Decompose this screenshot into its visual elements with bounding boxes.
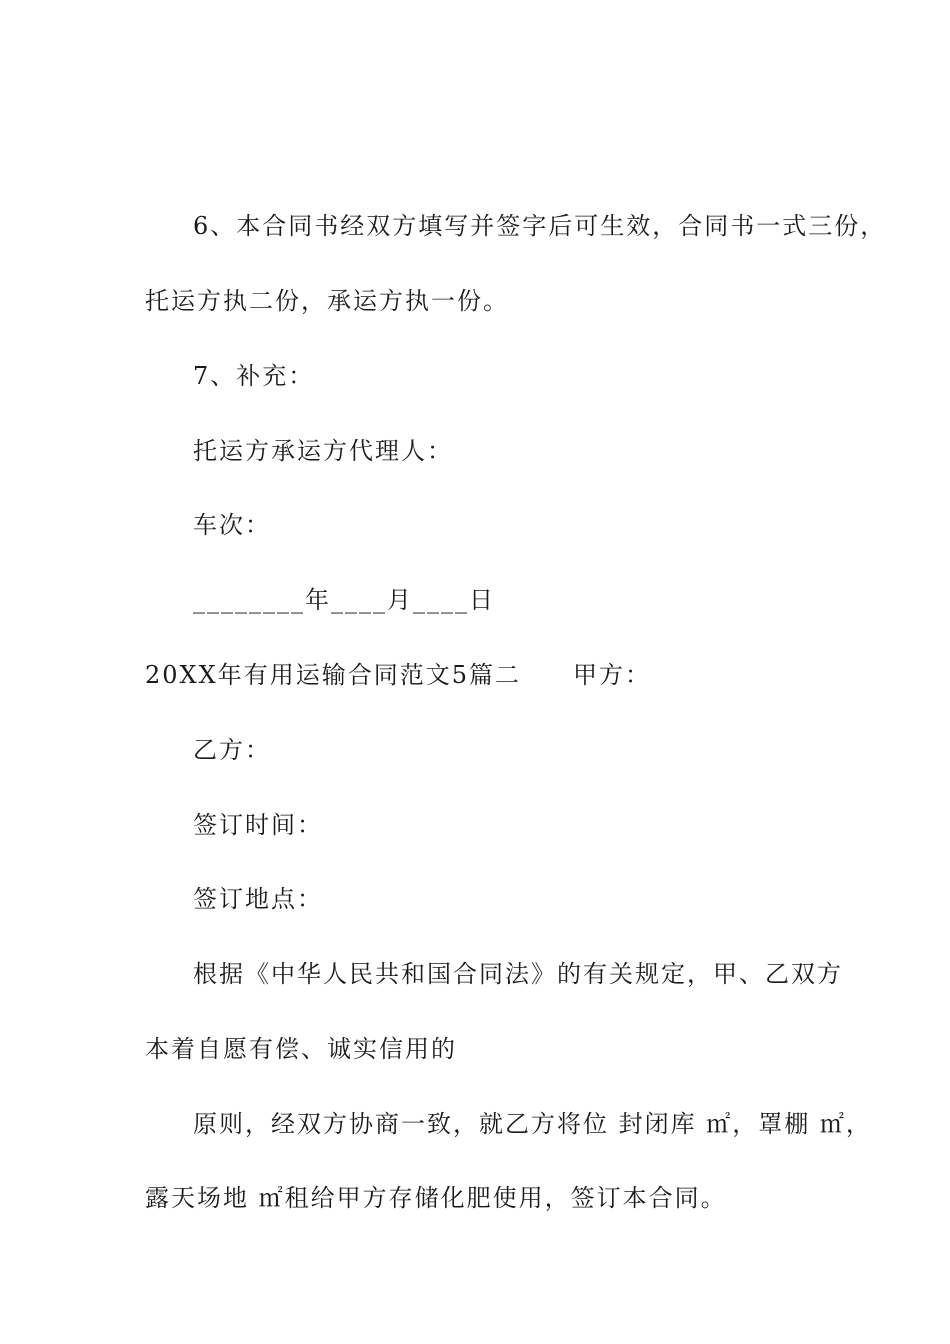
- train-number-line: 车次：: [193, 511, 271, 539]
- paragraph-clause-7: 7、补充：: [193, 362, 315, 390]
- section-heading-party-a: 20XX年有用运输合同范文5篇二 甲方：: [145, 661, 651, 689]
- paragraph-clause-6: 6、本合同书经双方填写并签字后可生效，合同书一式三份，: [193, 212, 887, 240]
- signature-agent-line: 托运方承运方代理人：: [193, 437, 453, 465]
- signing-place-line: 签订地点：: [193, 885, 323, 913]
- signing-time-line: 签订时间：: [193, 811, 323, 839]
- paragraph-basis-cont: 本着自愿有偿、诚实信用的: [145, 1035, 457, 1063]
- party-b-line: 乙方：: [193, 736, 271, 764]
- paragraph-principle-cont: 露天场地 ㎡租给甲方存储化肥使用，签订本合同。: [145, 1184, 727, 1212]
- paragraph-clause-6-cont: 托运方执二份，承运方执一份。: [145, 287, 509, 315]
- paragraph-basis: 根据《中华人民共和国合同法》的有关规定，甲、乙双方: [193, 960, 843, 988]
- date-line: ________年____月____日: [193, 586, 495, 614]
- paragraph-principle: 原则，经双方协商一致，就乙方将位 封闭库 ㎡，罩棚 ㎡，: [193, 1110, 872, 1138]
